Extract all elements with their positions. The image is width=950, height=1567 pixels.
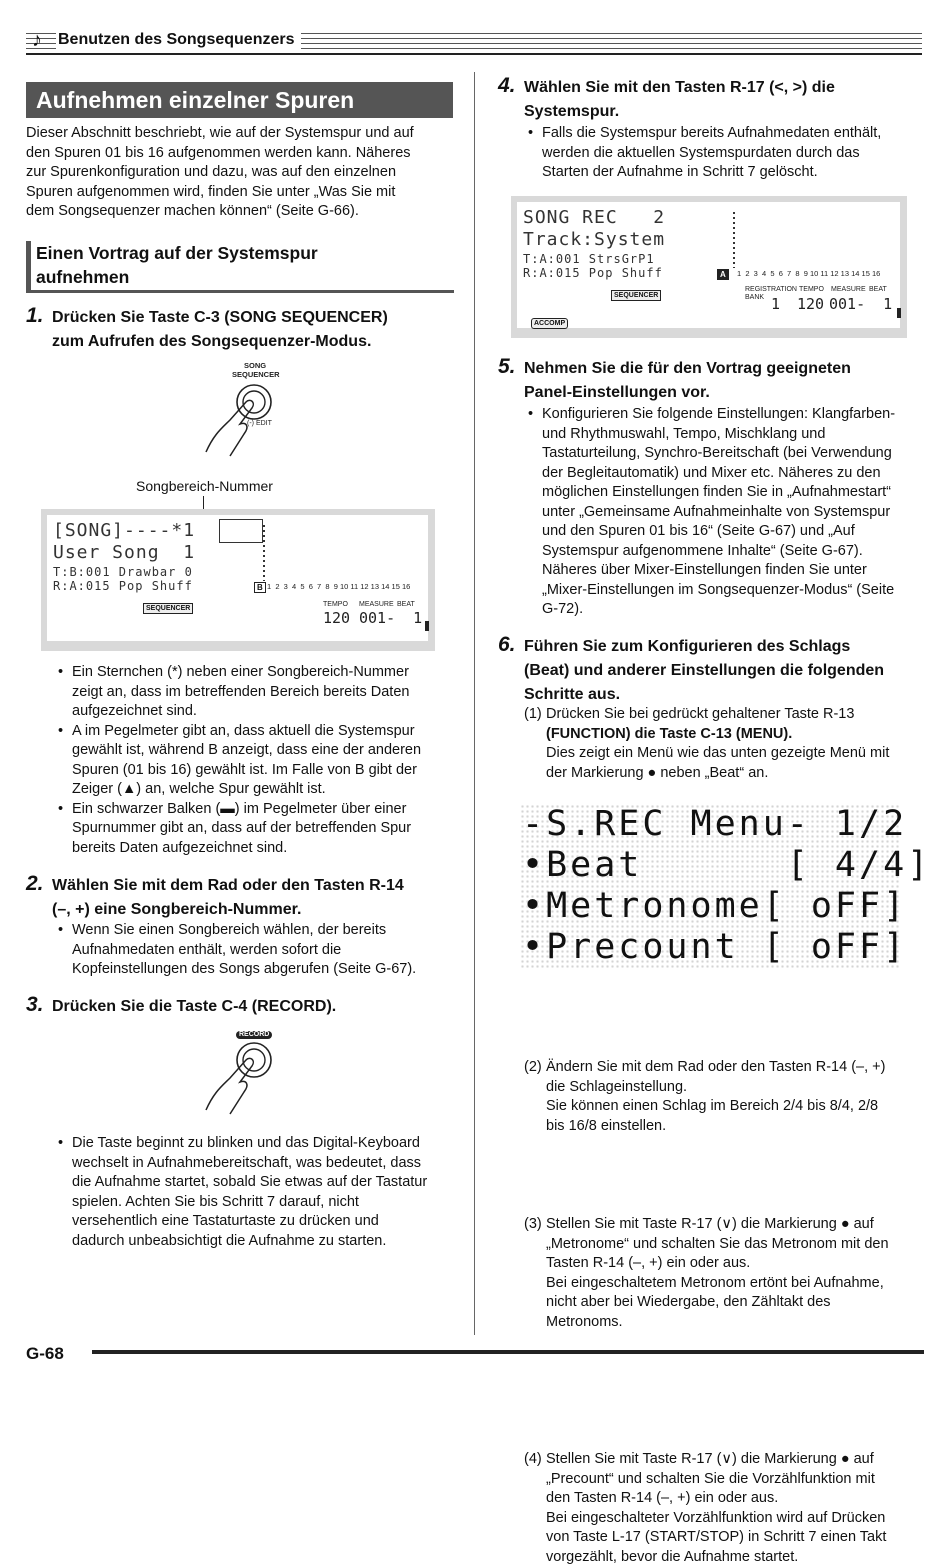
- track-numbers: 1 2 3 4 5 6 7 8 9 10 11 12 13 14 15 16: [267, 582, 411, 591]
- track-marker-b: B: [254, 582, 266, 593]
- bullets-lcd1: [56, 663, 456, 858]
- track-numbers: 1 2 3 4 5 6 7 8 9 10 11 12 13 14 15 16: [737, 269, 881, 278]
- sub-step-2: (2) Ändern Sie mit dem Rad oder den Tasten R-14 (–, +) die Schlageinstellung. Sie können einen Schlag im Bereich 2/4 bis 8/4, 2/8 bis 16/8 einstellen.: [524, 1059, 886, 1134]
- menu-display: [520, 804, 932, 970]
- sequencer-badge: SEQUENCER: [143, 603, 193, 614]
- hand-press-icon: [200, 1028, 300, 1128]
- list-item: • Ein Sternchen (*) neben einer Songbereich-Nummer zeigt an, dass im betreffenden Bereich bereits Daten aufgezeichnet sind.: [56, 663, 456, 722]
- sub-step-1: (1) Drücken Sie bei gedrückt gehaltener Taste R-13 (FUNCTION) die Taste C-13 (MENU). Dies zeigt ein Menü wie das unten gezeigte Menü mit der Markierung ● neben „Beat“ an.: [524, 706, 890, 781]
- lcd-display-song-rec: SONG REC 2 Track:System T:A:001 StrsGrP1 R:A:015 Pop Shuff A 1 2 3 4 5 6 7 8 9 10 11 12 13 14 15 16 SEQUENCER ACCOMP REGISTRATION BANK TEMPO MEASURE BEAT 1 120 001- 1: [511, 196, 907, 338]
- section-title: Aufnehmen einzelner Spuren: [26, 82, 453, 118]
- level-meter: [733, 212, 735, 268]
- menu-row: -S.REC Menu- 1/2: [522, 804, 908, 844]
- level-meter: [263, 525, 265, 581]
- footer-rule: [92, 1350, 924, 1354]
- song-sequencer-button-illustration: SONG SEQUENCER (-) EDIT: [200, 362, 300, 462]
- list-item: • Ein schwarzer Balken (▬) im Pegelmeter über einer Spurnummer gibt an, dass auf der betreffenden Spur bereits Daten aufgezeichnet sind.: [56, 800, 456, 859]
- menu-row: •Beat [ 4/4]: [522, 845, 932, 885]
- header-title: Benutzen des Songsequenzers: [56, 31, 301, 49]
- hand-press-icon: [200, 362, 300, 462]
- list-item: • Die Taste beginnt zu blinken und das Digital-Keyboard wechselt in Aufnahmebereitschaft, was bedeutet, dass die Aufnahme startet, sobald Sie etwas auf der Tastatur spielen. Achten Sie bis Schritt 7 darauf, nicht versehentlich eine Tastaturtaste zu drücken und dadurch unbeabsichtigt die Aufnahme zu starten.: [56, 1134, 456, 1251]
- step-4: 4. Wählen Sie mit den Tasten R-17 (<, >) die Systemspur.: [498, 74, 835, 120]
- step-2: 2. Wählen Sie mit dem Rad oder den Tasten R-14 (–, +) eine Songbereich-Nummer.: [26, 872, 404, 918]
- menu-row: •Metronome[ oFF]: [522, 886, 908, 926]
- callout-label: Songbereich-Nummer: [136, 478, 273, 494]
- step-6: 6. Führen Sie zum Konfigurieren des Schlags (Beat) und anderer Einstellungen die folgenden Schritte aus.: [498, 633, 885, 703]
- intro-paragraph: Dieser Abschnitt beschriebt, wie auf der Systemspur und auf den Spuren 01 bis 16 aufgenommen werden kann. Näheres zur Spurenkonfiguration und dazu, was auf den einzelnen Spuren aufgenommen wird, finden Sie unter „Was Sie mit dem Songsequenzer machen können“ (Seite G-66).: [26, 125, 414, 219]
- subheading: Einen Vortrag auf der Systemspur aufnehmen: [26, 241, 454, 293]
- bullets-step2: [56, 921, 456, 980]
- list-item: • Falls die Systemspur bereits Aufnahmedaten enthält, werden die aktuellen Systemspurdaten durch das Starten der Aufnahme in Schritt 7 gelöscht.: [526, 124, 926, 183]
- step-1: 1. Drücken Sie Taste C-3 (SONG SEQUENCER) zum Aufrufen des Songsequenzer-Modus.: [26, 304, 388, 350]
- track-marker-a: A: [717, 269, 729, 280]
- sub-step-4: (4) Stellen Sie mit Taste R-17 (∨) die Markierung ● auf „Precount“ und schalten Sie die Vorzählfunktion mit den Tasten R-14 (–, +) ein oder aus. Bei eingeschalteter Vorzählfunktion wird auf Drücken von Taste L-17 (START/STOP) in Schritt 7 einen Takt vorgezählt, bevor die Aufnahme startet.: [524, 1451, 887, 1565]
- bullets-step3: [56, 1134, 456, 1251]
- record-button-illustration: RECORD: [200, 1028, 300, 1128]
- step-5: 5. Nehmen Sie die für den Vortrag geeigneten Panel-Einstellungen vor.: [498, 355, 851, 401]
- accomp-badge: ACCOMP: [531, 318, 568, 329]
- sequencer-badge: SEQUENCER: [611, 290, 661, 301]
- song-number-box: [219, 519, 263, 543]
- list-item: • A im Pegelmeter gibt an, dass aktuell die Systemspur gewählt ist, während B anzeigt, dass eine der anderen Spuren (01 bis 16) gewählt ist. Im Falle von B gibt der Zeiger (▲) an, welche Spur gewählt ist.: [56, 722, 456, 800]
- page-number: G-68: [26, 1344, 64, 1363]
- sub-step-3: (3) Stellen Sie mit Taste R-17 (∨) die Markierung ● auf „Metronome“ und schalten Sie das Metronom mit den Tasten R-14 (–, +) ein oder aus. Bei eingeschaltetem Metronom ertönt bei Aufnahme, nicht aber bei Wiedergabe, den Zähltakt des Metronoms.: [524, 1216, 889, 1330]
- lcd-display-song: [SONG]----*1 User Song 1 T:B:001 Drawbar 0 R:A:015 Pop Shuff B 1 2 3 4 5 6 7 8 9 10 11 12 13 14 15 16 SEQUENCER TEMPO MEASURE BEAT 120 001- 1: [41, 509, 435, 651]
- music-note-icon: ♪: [32, 29, 42, 51]
- step-3: 3. Drücken Sie die Taste C-4 (RECORD).: [26, 993, 337, 1016]
- bullets-step4: [526, 124, 926, 183]
- menu-row: •Precount [ oFF]: [522, 927, 908, 967]
- column-divider: [474, 72, 475, 1335]
- list-item: • Wenn Sie einen Songbereich wählen, der bereits Aufnahmedaten enthält, werden sofort die Kopfeinstellungen des Songs abgerufen (Seite G-67).: [56, 921, 456, 980]
- bullets-step5: [526, 405, 936, 620]
- list-item: • Konfigurieren Sie folgende Einstellungen: Klangfarben- und Rhythmuswahl, Tempo, Mischklang und Tastaturteilung, Synchro-Bereitschaft (bei Verwendung der Begleitautomatik) und Mixer etc. Näheres zu den möglichen Einstellungen finden Sie in „Aufnahmestart“ unter „Gemeinsame Aufnahmeinhalte von Systemspur und den Spuren 01 bis 16“ (Seite G-67) und „Auf Systemspur aufgenommene Inhalte“ (Seite G-67). Näheres über Mixer-Einstellungen finden Sie unter „Mixer-Einstellungen im Songsequenzer-Modus“ (Seite G-72).: [526, 405, 936, 620]
